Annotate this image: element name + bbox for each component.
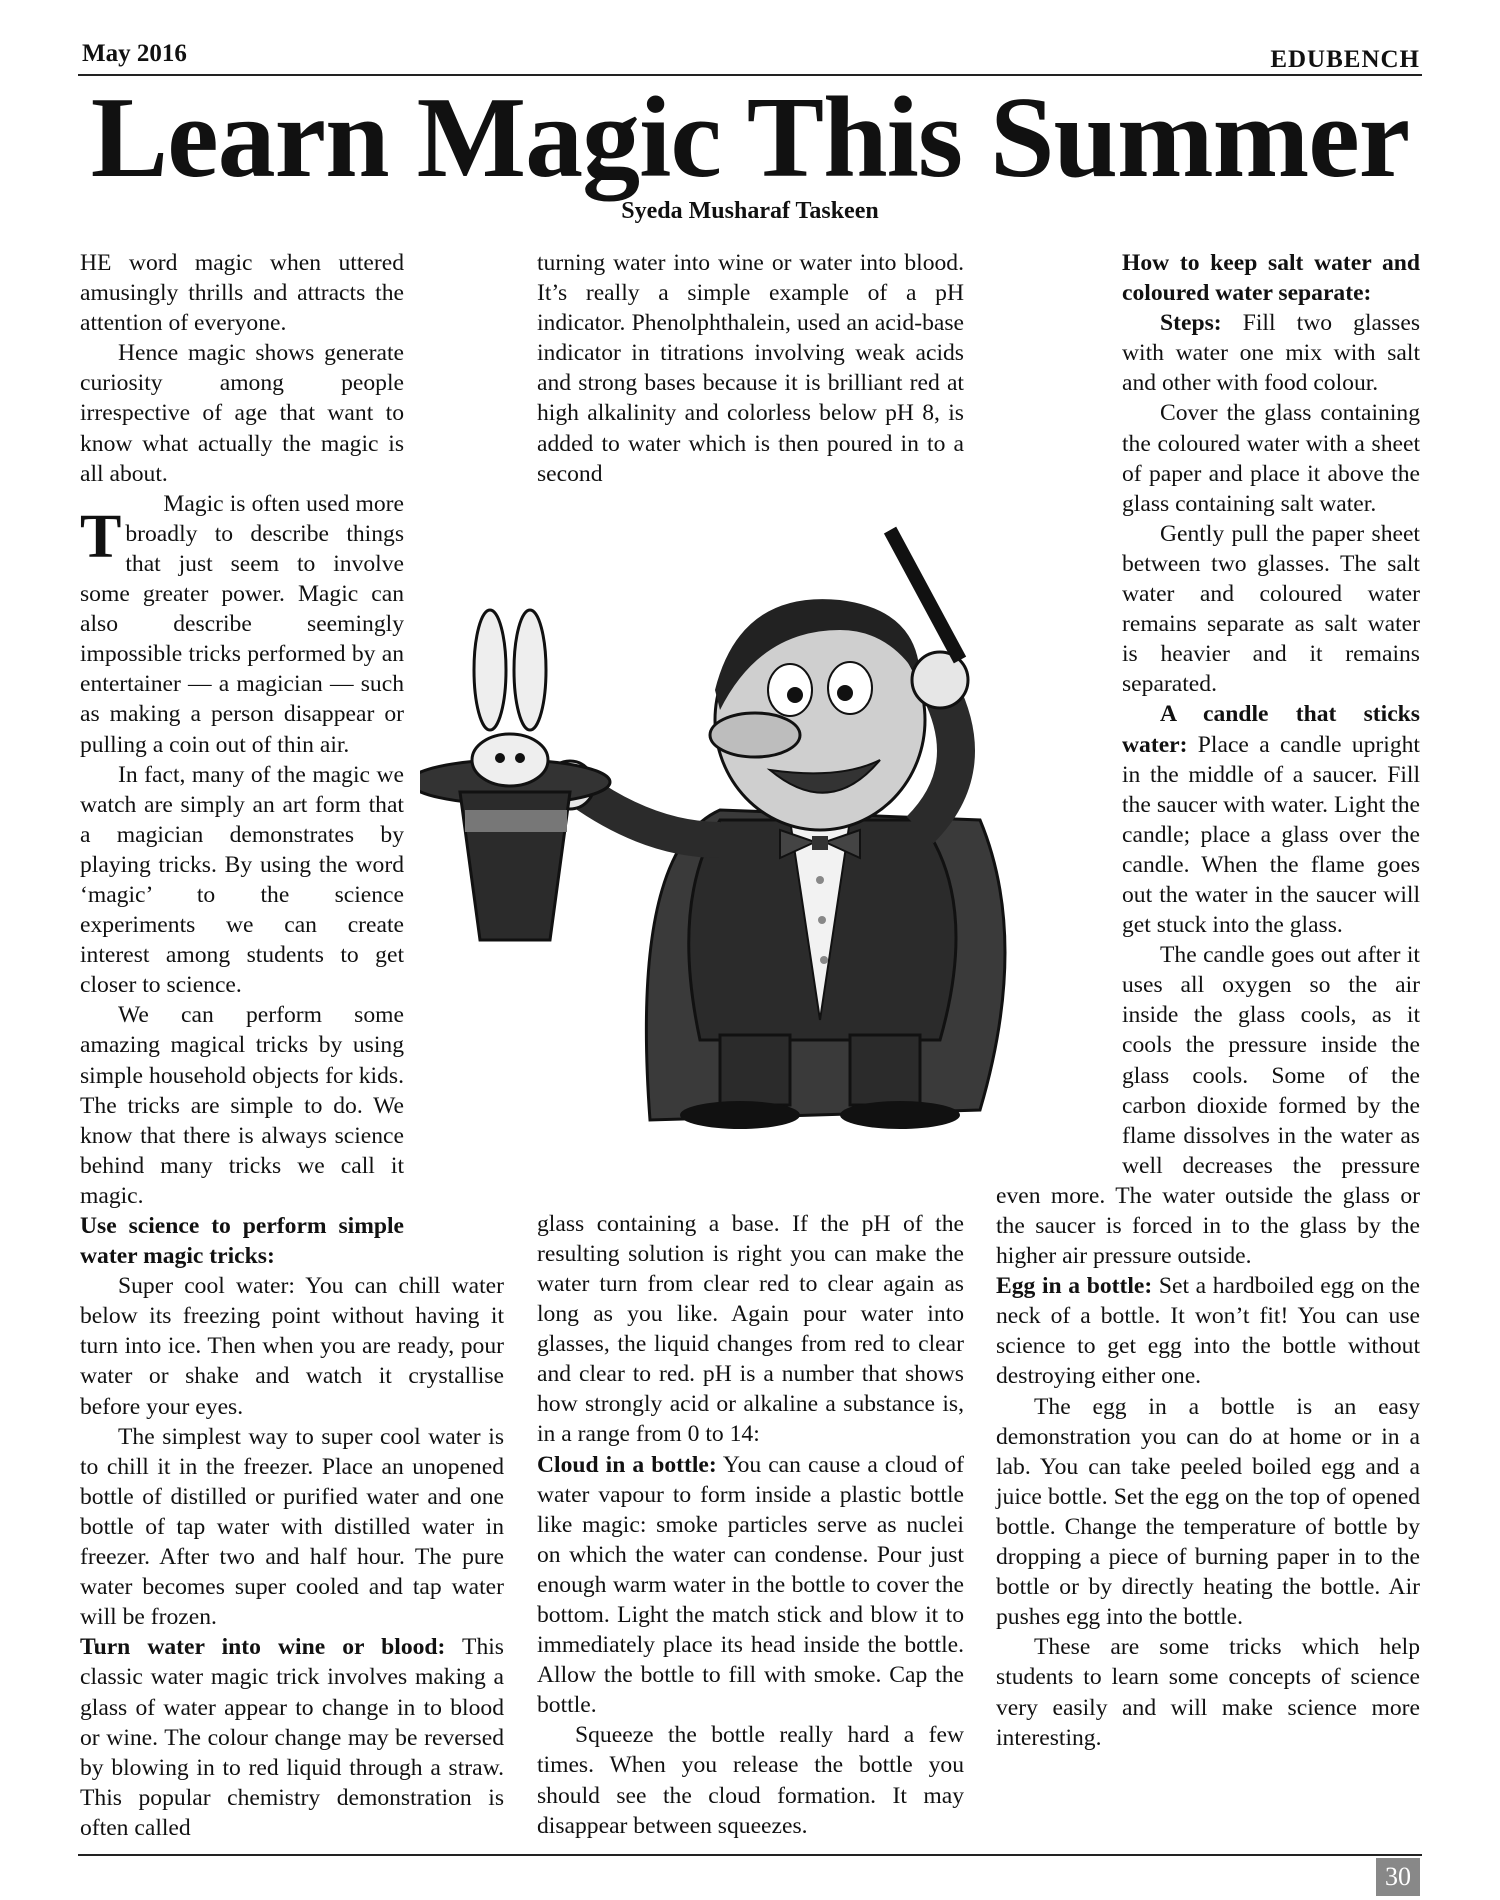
footer-rule <box>78 1854 1422 1856</box>
section-heading: How to keep salt water and coloured water separate: <box>1122 250 1420 307</box>
rabbit-right-ear <box>514 610 546 730</box>
paragraph: Steps: Fill two glasses with water one mix with salt and other with food colour. <box>1122 310 1420 397</box>
paragraph: In fact, many of the magic we watch are simply an art form that a magician demonstrates by playing tricks. By using the word ‘magic’ to the science experiments we can create interest among students to get closer to science. <box>80 761 404 999</box>
article-title: Learn Magic This Summer <box>90 74 1410 202</box>
paragraph: turning water into wine or water into blood. It’s really a simple example of a pH indicator. Phenolphthalein, used an acid-base indicator in titrations involving weak acids and strong bases because it is brilliant red at high alkalinity and colorless below pH 8, is added to water which is then poured in to a second <box>537 250 964 487</box>
article-author: Syeda Musharaf Taskeen <box>621 198 879 224</box>
paragraph: glass containing a base. If the pH of the resulting solution is right you can make the water turn from clear red to clear again as long as you like. Again pour water into glasses, the liquid changes from red to clear and clear to red. pH is a number that shows how strongly acid or alkaline a substance is, in a range from 0 to 14: <box>537 1210 964 1448</box>
section-heading: Turn water into wine or blood: <box>80 1634 446 1661</box>
paragraph: These are some tricks which help students to learn some concepts of science very easily and will make science more interesting. <box>996 1634 1420 1751</box>
right-leg <box>850 1035 920 1105</box>
raised-hand <box>912 652 968 708</box>
paragraph: A candle that sticks water: Place a candle upright in the middle of a saucer. Fill the saucer with water. Light the candle; place a glass over the candle. When the flame goes out the water in the saucer will get stuck into the glass. <box>1122 701 1420 939</box>
paragraph: Squeeze the bottle really hard a few times. When you release the bottle you should see the cloud formation. It may disappear between squeezes. <box>537 1722 964 1839</box>
paragraph: We can perform some amazing magical tricks by using simple household objects for kids. The tricks are simple to do. We know that there is always science behind many tricks we call it magic. <box>80 1002 404 1209</box>
paragraph: Cover the glass containing the coloured water with a sheet of paper and place it above the glass containing salt water. <box>1122 400 1420 517</box>
publication-name: EDUBENCH <box>1270 46 1420 73</box>
paragraph: The candle goes out after it uses all oxygen so the air inside the glass cools, as it cools the pressure inside the glass cools. Some of the carbon dioxide formed by the flame dissolves in the water as well decreases the pressure even more. The water outside the glass or the saucer is forced in to the glass by the higher air pressure outside. <box>996 942 1420 1270</box>
paragraph: Cloud in a bottle: You can cause a cloud of water vapour to form inside a plastic bottle like magic: smoke particles serve as nuclei on which the water can condense. Pour just enough warm water in the bottle to cover the bottom. Light the match stick and blow it to immediately place its head inside the bottle. Allow the bottle to fill with smoke. Cap the bottle. <box>537 1451 965 1719</box>
section-heading: A candle that sticks water: <box>1122 701 1420 758</box>
nose <box>710 713 800 757</box>
section-heading: Use science to perform simple water magic tricks: <box>80 1213 404 1270</box>
steps-label: Steps: <box>1160 310 1222 337</box>
section-heading: Egg in a bottle: <box>996 1273 1153 1300</box>
left-shoe <box>680 1101 800 1129</box>
paragraph: The simplest way to super cool water is to chill it in the freezer. Place an unopened bottle of distilled or purified water and one bottle of tap water with distilled water in freezer. After two and half hour. The pure water becomes super cooled and tap water will be frozen. <box>80 1423 504 1631</box>
issue-date: May 2016 <box>82 40 187 67</box>
magician-illustration <box>420 520 1120 1130</box>
extended-arm <box>580 790 720 840</box>
paragraph: The egg in a bottle is an easy demonstration you can do at home or in a lab. You can take peeled boiled egg and a juice bottle. Set the egg on the top of opened bottle. Change the temperature of bottle by dropping a piece of burning paper in to the bottle or by directly heating the bottle. Air pushes egg into the bottle. <box>996 1393 1420 1631</box>
intro-paragraph: T HE word magic when uttered amusingly thrills and attracts the attention of everyone. <box>80 250 404 571</box>
dropcap: T <box>80 503 122 571</box>
page-number: 30 <box>1376 1858 1420 1896</box>
section-heading: Cloud in a bottle: <box>537 1451 717 1478</box>
paragraph: Super cool water: You can chill water below its freezing point without having it turn into ice. Then when you are ready, pour water or shake and watch it crystallise before your eyes. <box>80 1273 504 1420</box>
paragraph: Gently pull the paper sheet between two glasses. The salt water and coloured water remains separate as salt water is heavier and it remains separated. <box>1122 520 1420 698</box>
paragraph: Hence magic shows generate curiosity among people irrespective of age that want to know what actually the magic is all about. <box>80 340 404 487</box>
left-leg <box>720 1035 790 1105</box>
paragraph: Turn water into wine or blood: This classic water magic trick involves making a glass of water appear to change in to blood or wine. The colour change may be reversed by blowing in to red liquid through a straw. This popular chemistry demonstration is often called <box>80 1634 504 1841</box>
right-shoe <box>840 1101 960 1129</box>
paragraph: Magic is often used more broadly to describe things that just seem to involve some greater power. Magic can also describe seemingly impossible tricks performed by an entertainer — a magician — such as making a person disappear or pulling a coin out of thin air. <box>80 490 404 758</box>
rabbit-head <box>472 734 548 786</box>
paragraph: Egg in a bottle: Set a hardboiled egg on the neck of a bottle. It won’t fit! You can use science to get egg into the bottle without destroying either one. <box>996 1273 1420 1390</box>
hat-band <box>465 810 567 832</box>
rabbit-left-ear <box>474 610 506 730</box>
